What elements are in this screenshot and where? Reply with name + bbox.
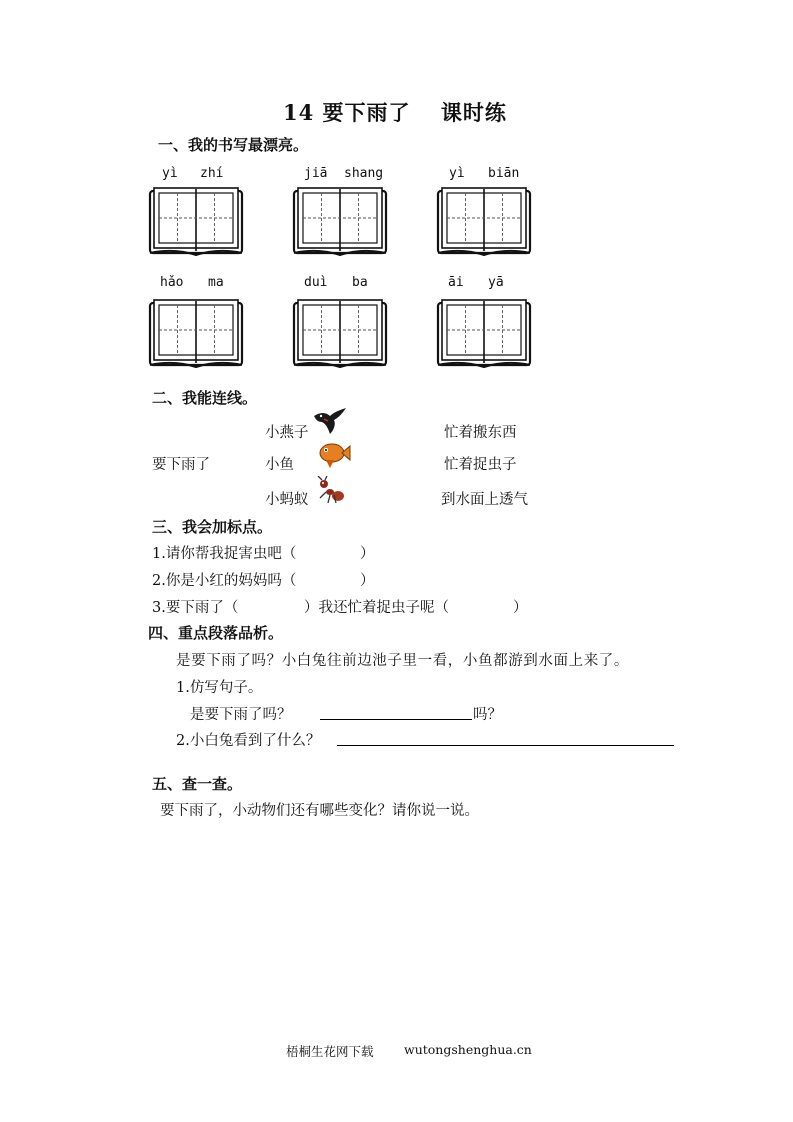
section-4-heading: 四、重点段落品析。 [148,624,284,642]
section-2-heading: 二、我能连线。 [152,389,258,407]
section-1-heading: 一、我的书写最漂亮。 [158,136,309,154]
writing-grid-book[interactable] [292,297,388,371]
footer-site-name: 梧桐生花网下载 [286,1044,374,1059]
punctuation-item-2: 2.你是小红的妈妈吗（ [152,573,297,589]
punctuation-item-1: 1.请你帮我捉害虫吧（ [152,546,297,562]
punctuation-item-2-close: ） [360,573,375,589]
fish-icon [316,440,352,470]
passage-text: 是要下雨了吗？小白兔往前边池子里一看，小鱼都游到水面上来了。 [176,653,629,669]
center-label: 要下雨了 [152,457,210,473]
section-5-text: 要下雨了，小动物们还有哪些变化？请你说一说。 [160,803,479,819]
writing-grid-book[interactable] [436,185,532,259]
pinyin-1b: zhí [200,166,224,181]
answer-blank-1[interactable] [320,719,472,720]
writing-grid-book[interactable] [148,185,244,259]
section-3-heading: 三、我会加标点。 [152,518,273,536]
pinyin-4b: ma [208,275,224,290]
animal-label-ant: 小蚂蚁 [265,492,309,508]
question-1-label: 1.仿写句子。 [176,680,263,696]
punctuation-item-3-close: ） [513,600,528,616]
action-surface-breathe: 到水面上透气 [441,492,528,508]
pinyin-2a: jiā [304,166,328,181]
pinyin-1a: yì [162,166,178,181]
punctuation-item-1-close: ） [360,546,375,562]
pinyin-5a: duì [304,275,328,290]
action-move-things: 忙着搬东西 [444,425,517,441]
page-title: 14 要下雨了 课时练 [283,100,507,125]
swallow-icon [312,406,348,436]
ant-icon [312,476,348,506]
animal-label-swallow: 小燕子 [265,425,309,441]
writing-grid-book[interactable] [436,297,532,371]
question-2-label: 2.小白兔看到了什么？ [176,733,321,749]
action-catch-bugs: 忙着捉虫子 [444,457,517,473]
pinyin-4a: hǎo [160,275,184,290]
pinyin-2b: shang [344,166,384,181]
pinyin-6b: yā [488,275,504,290]
punctuation-item-3: 3.要下雨了（ [152,600,239,616]
pinyin-3a: yì [449,166,465,181]
punctuation-item-3-mid: ）我还忙着捉虫子呢（ [304,600,449,616]
section-5-heading: 五、查一查。 [152,775,243,793]
pinyin-6a: āi [448,275,464,290]
pinyin-3b: biān [488,166,520,181]
writing-grid-book[interactable] [148,297,244,371]
answer-blank-2[interactable] [337,745,674,746]
question-1-suffix: 吗？ [473,707,502,723]
question-1-prefix: 是要下雨了吗？ [190,707,292,723]
animal-label-fish: 小鱼 [265,457,294,473]
footer-url: wutongshenghua.cn [404,1042,532,1057]
writing-grid-book[interactable] [292,185,388,259]
pinyin-5b: ba [352,275,368,290]
